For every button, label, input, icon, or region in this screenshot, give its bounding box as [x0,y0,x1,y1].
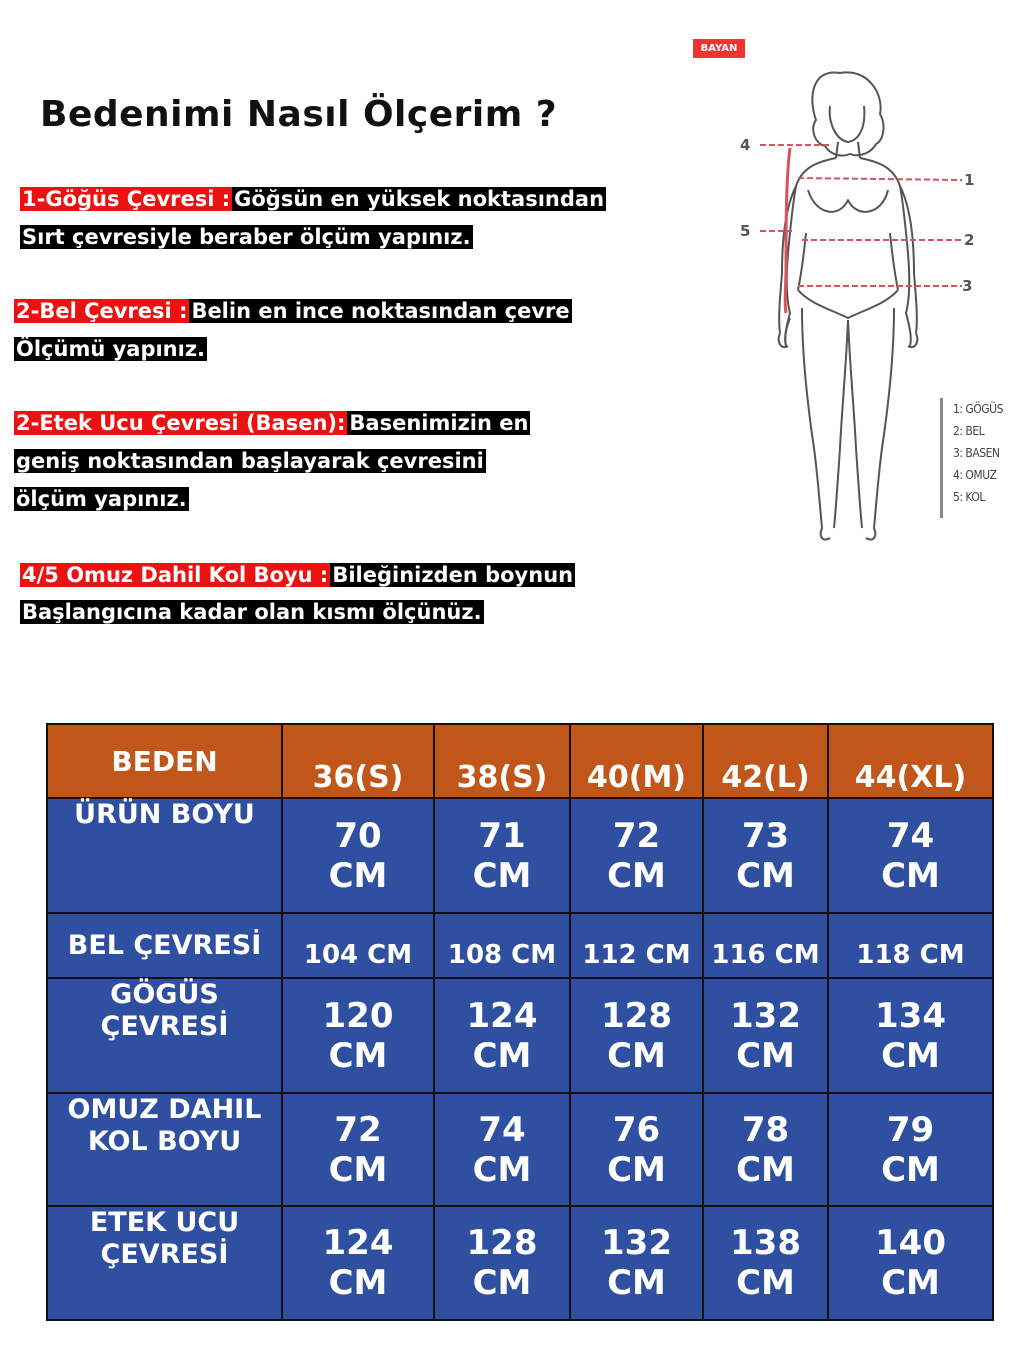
instruction-waist-text-2: Ölçümü yapınız. [16,337,206,361]
header-size: 38(S) [434,724,570,798]
table-cell: 104 CM [282,913,434,978]
row-label-gogus-cevresi [47,978,282,1093]
table-cell [828,978,993,1093]
cell-unit: CM [328,1149,388,1190]
table-cell [282,1206,434,1320]
cell-unit: CM [472,1149,532,1190]
table-cell [703,798,828,913]
table-cell: 116 CM [703,913,828,978]
instruction-sleeve-text-1: Bileğinizden boynun [332,563,574,587]
marker-2: 2 [964,231,975,249]
table-cell: 112 CM [570,913,703,978]
instruction-chest-label: 1-Göğüs Çevresi : [22,187,231,211]
marker-1: 1 [964,171,975,189]
instruction-hip-line-1 [14,408,530,438]
marker-4: 4 [740,136,751,154]
cell-value: 72 [612,815,661,856]
instruction-waist-line-1 [14,296,572,326]
table-cell [828,798,993,913]
legend-item: 2: BEL [953,424,985,438]
cell-value: 134 [875,995,946,1036]
table-cell [434,1206,570,1320]
cell-value: 78 [741,1109,790,1150]
header-size: 40(M) [570,724,703,798]
cell-value: 74 [478,1109,526,1150]
cell-unit: CM [881,1149,940,1190]
row-label-text: KOL BOYU [87,1126,242,1157]
cell-unit: CM [328,1263,388,1303]
table-cell [570,798,703,913]
header-size: 36(S) [282,724,434,798]
table-cell [434,1093,570,1206]
cell-value: 70 [334,815,382,856]
instruction-hip-text-2: geniş noktasından başlayarak çevresini [16,449,484,473]
table-cell [703,1093,828,1206]
cell-value: 140 [875,1223,946,1263]
cell-unit: CM [736,1263,795,1303]
table-cell [703,978,828,1093]
table-cell [828,1093,993,1206]
cell-unit: CM [881,855,940,896]
legend-item: 1: GÖGÜS [953,402,1003,416]
table-row [47,913,993,978]
cell-unit: CM [472,1035,532,1076]
table-cell [828,1206,993,1320]
body-measurement-figure [690,28,1020,598]
header-size: 42(L) [703,724,828,798]
bayan-tag: BAYAN [693,39,745,58]
legend-item: 3: BASEN [953,446,1000,460]
instruction-chest-line-2 [20,222,473,252]
cell-value: 71 [478,815,526,856]
row-label-urun-boyu [47,798,282,913]
cell-value: 124 [322,1223,394,1263]
cell-unit: CM [607,1263,666,1303]
row-label-text: BEL ÇEVRESİ [67,929,262,961]
cell-value: 73 [741,815,790,856]
table-row [47,1206,993,1320]
row-label-text: ETEK UCU [89,1207,240,1238]
cell-unit: CM [881,1035,940,1076]
table-row [47,798,993,913]
cell-value: 132 [601,1223,672,1263]
table-cell [570,1206,703,1320]
marker-5: 5 [740,222,751,240]
cell-unit: CM [607,855,666,896]
cell-value: 120 [322,995,394,1036]
table-cell [282,1093,434,1206]
instruction-chest-text-1: Göğsün en yüksek noktasından [234,187,605,211]
page-title: Bedenimi Nasıl Ölçerim ? [40,94,558,135]
cell-value: 76 [612,1109,661,1150]
table-cell [703,1206,828,1320]
header-size: 44(XL) [828,724,993,798]
cell-unit: CM [736,1035,795,1076]
cell-value: 72 [334,1109,382,1150]
measurement-legend [940,398,1017,518]
cell-value: 74 [886,815,935,856]
instruction-chest-line-1 [20,184,606,214]
table-cell: 118 CM [828,913,993,978]
cell-value: 128 [601,995,672,1036]
instruction-waist-line-2 [14,334,207,364]
header-beden: BEDEN [47,724,282,798]
table-cell [434,978,570,1093]
row-label-text: ÇEVRESİ [100,1239,229,1270]
cell-unit: CM [472,855,532,896]
size-chart-table [46,723,994,1321]
table-cell [282,798,434,913]
cell-unit: CM [328,1035,388,1076]
instruction-hip-line-2 [14,446,486,476]
row-label-text: GÖGÜS [110,979,219,1010]
instruction-hip-text-1: Basenimizin en [349,411,529,435]
table-cell: 108 CM [434,913,570,978]
instruction-sleeve-text-2: Başlangıcına kadar olan kısmı ölçünüz. [22,600,482,624]
cell-value: 138 [730,1223,801,1263]
row-label-bel-cevresi [47,913,282,978]
cell-unit: CM [607,1035,666,1076]
cell-unit: CM [607,1149,666,1190]
instruction-hip-label: 2-Etek Ucu Çevresi (Basen): [16,411,346,435]
cell-unit: CM [736,855,795,896]
legend-item: 4: OMUZ [953,468,997,482]
table-row [47,978,993,1093]
table-cell [282,978,434,1093]
instruction-sleeve-line-2 [20,597,484,627]
table-header-row [47,724,993,798]
cell-unit: CM [881,1263,940,1303]
row-label-omuz-dahil-kol-boyu [47,1093,282,1206]
cell-unit: CM [736,1149,795,1190]
row-label-etek-ucu-cevresi [47,1206,282,1320]
row-label-text: ÇEVRESİ [100,1011,229,1042]
marker-3: 3 [962,277,973,295]
table-cell [570,1093,703,1206]
cell-unit: CM [328,855,388,896]
instruction-sleeve-line-1 [20,560,575,590]
table-row [47,1093,993,1206]
instruction-chest-text-2: Sırt çevresiyle beraber ölçüm yapınız. [22,225,471,249]
cell-value: 124 [466,995,538,1036]
row-label-text: ÜRÜN BOYU [74,799,255,830]
cell-value: 128 [466,1223,538,1263]
cell-unit: CM [472,1263,532,1303]
instruction-hip-line-3 [14,484,189,514]
table-cell [570,978,703,1093]
row-label-text: OMUZ DAHIL [67,1094,262,1125]
instruction-waist-label: 2-Bel Çevresi : [16,299,188,323]
instruction-waist-text-1: Belin en ince noktasından çevre [191,299,570,323]
instruction-sleeve-label: 4/5 Omuz Dahil Kol Boyu : [22,563,329,587]
cell-value: 132 [730,995,801,1036]
table-cell [434,798,570,913]
instruction-hip-text-3: ölçüm yapınız. [16,487,187,511]
cell-value: 79 [886,1109,935,1150]
legend-item: 5: KOL [953,490,985,504]
